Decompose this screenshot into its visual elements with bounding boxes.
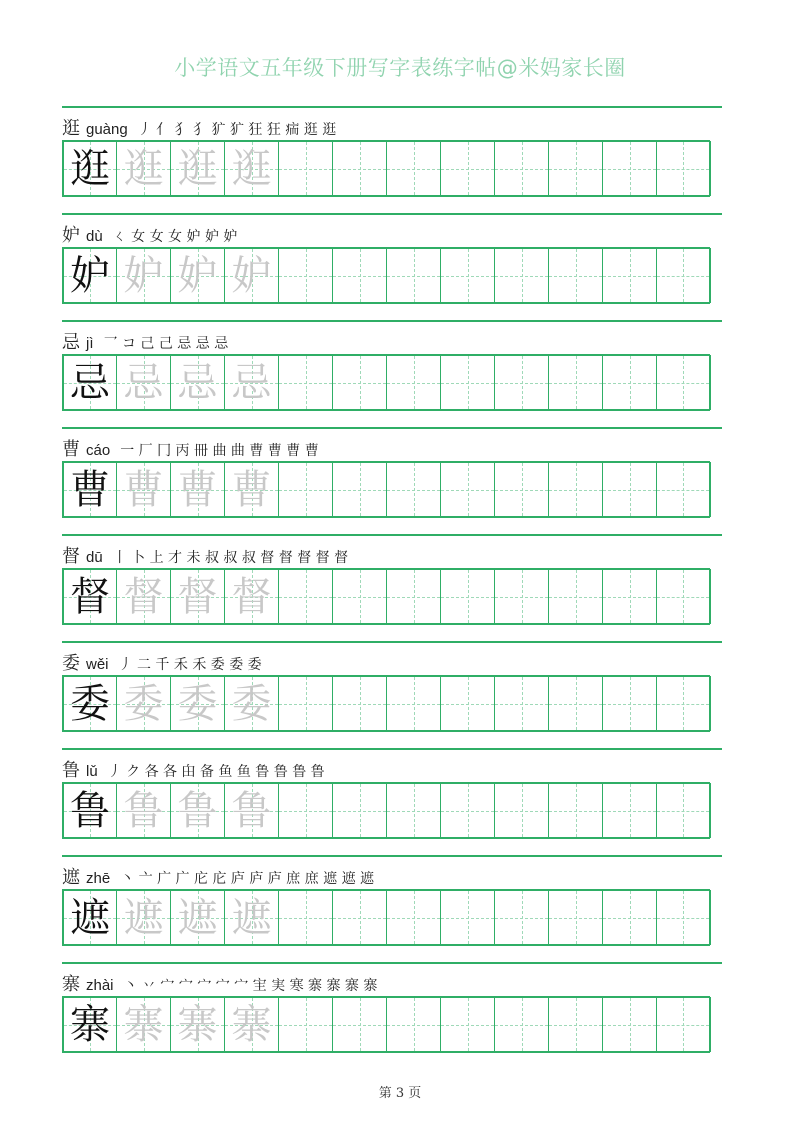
blank-cell xyxy=(440,676,495,731)
header-character: 逛 xyxy=(62,118,80,139)
grid-row xyxy=(62,675,710,732)
model-character: 寨 xyxy=(70,1001,110,1048)
character-header xyxy=(62,114,336,140)
trace-cell xyxy=(116,248,171,303)
trace-character: 曹 xyxy=(231,466,272,513)
blank-cell xyxy=(494,141,549,196)
trace-character: 逛 xyxy=(123,145,164,192)
blank-cell xyxy=(494,248,549,303)
model-character: 曹 xyxy=(70,466,110,513)
trace-character: 妒 xyxy=(231,252,272,299)
trace-character: 遮 xyxy=(123,894,164,941)
blank-cell xyxy=(656,141,711,196)
trace-cell xyxy=(116,997,171,1052)
trace-cell xyxy=(170,569,225,624)
model-character: 忌 xyxy=(70,359,110,406)
header-character: 寨 xyxy=(62,974,80,995)
divider xyxy=(62,962,722,964)
page-number: 第 3 页 xyxy=(378,1086,422,1101)
blank-cell xyxy=(332,569,387,624)
blank-cell xyxy=(656,997,711,1052)
trace-cell xyxy=(170,141,225,196)
divider xyxy=(62,641,722,643)
blank-cell xyxy=(386,890,441,945)
blank-cell xyxy=(278,783,333,838)
model-cell xyxy=(62,997,117,1052)
trace-character: 鲁 xyxy=(231,787,272,834)
blank-cell xyxy=(602,355,657,410)
stroke-order: 丿 亻 犭 犭 犷 犷 狂 狂 㾍 逛 逛 xyxy=(137,122,337,138)
blank-cell xyxy=(278,997,333,1052)
trace-cell xyxy=(116,569,171,624)
model-cell xyxy=(62,676,117,731)
blank-cell xyxy=(332,783,387,838)
blank-cell xyxy=(440,355,495,410)
trace-cell xyxy=(224,569,279,624)
trace-character: 督 xyxy=(123,573,164,620)
stroke-order: 丨 卜 上 才 未 叔 叔 叔 督 督 督 督 督 xyxy=(112,550,349,566)
blank-cell xyxy=(440,141,495,196)
trace-character: 委 xyxy=(177,680,218,727)
blank-cell xyxy=(494,890,549,945)
trace-cell xyxy=(224,783,279,838)
blank-cell xyxy=(440,997,495,1052)
blank-cell xyxy=(548,141,603,196)
blank-cell xyxy=(440,890,495,945)
trace-cell xyxy=(170,676,225,731)
stroke-order: 丶 丷 宀 宀 宀 宀 宀 宔 実 寒 寨 寨 寨 寨 xyxy=(123,978,378,994)
header-character: 委 xyxy=(62,653,80,674)
blank-cell xyxy=(656,676,711,731)
character-header xyxy=(62,649,262,675)
trace-character: 鲁 xyxy=(177,787,218,834)
model-cell xyxy=(62,569,117,624)
trace-cell xyxy=(224,248,279,303)
pinyin: lǔ xyxy=(86,763,98,780)
model-cell xyxy=(62,783,117,838)
trace-character: 忌 xyxy=(177,359,218,406)
blank-cell xyxy=(494,676,549,731)
blank-cell xyxy=(332,141,387,196)
character-header xyxy=(62,970,377,996)
practice-block xyxy=(62,962,724,1102)
blank-cell xyxy=(548,890,603,945)
trace-character: 忌 xyxy=(123,359,164,406)
trace-character: 妒 xyxy=(177,252,218,299)
trace-character: 寨 xyxy=(231,1001,272,1048)
blank-cell xyxy=(656,462,711,517)
blank-cell xyxy=(548,355,603,410)
blank-cell xyxy=(278,676,333,731)
blank-cell xyxy=(278,248,333,303)
trace-cell xyxy=(224,462,279,517)
trace-cell xyxy=(116,462,171,517)
blank-cell xyxy=(548,248,603,303)
grid-row xyxy=(62,996,710,1053)
model-character: 遮 xyxy=(70,894,110,941)
pinyin: wěi xyxy=(86,656,109,673)
blank-cell xyxy=(602,462,657,517)
blank-cell xyxy=(440,462,495,517)
trace-cell xyxy=(224,141,279,196)
blank-cell xyxy=(332,890,387,945)
model-character: 鲁 xyxy=(70,787,110,834)
blank-cell xyxy=(440,569,495,624)
stroke-order: 丶 亠 广 广 庀 庀 庐 庐 庐 庶 庶 遮 遮 遮 xyxy=(120,871,375,887)
trace-cell xyxy=(170,355,225,410)
blank-cell xyxy=(494,355,549,410)
blank-cell xyxy=(602,676,657,731)
blank-cell xyxy=(494,783,549,838)
model-cell xyxy=(62,462,117,517)
blank-cell xyxy=(386,355,441,410)
header-character: 曹 xyxy=(62,439,80,460)
grid-row xyxy=(62,889,710,946)
blank-cell xyxy=(548,676,603,731)
trace-character: 委 xyxy=(123,680,164,727)
divider xyxy=(62,427,722,429)
trace-character: 曹 xyxy=(123,466,164,513)
blank-cell xyxy=(386,676,441,731)
stroke-order: ㄑ 女 女 女 妒 妒 妒 xyxy=(112,229,238,245)
grid-row xyxy=(62,782,710,839)
blank-cell xyxy=(386,569,441,624)
trace-character: 寨 xyxy=(177,1001,218,1048)
trace-character: 遮 xyxy=(177,894,218,941)
trace-cell xyxy=(116,890,171,945)
blank-cell xyxy=(548,569,603,624)
trace-cell xyxy=(224,890,279,945)
blank-cell xyxy=(602,141,657,196)
stroke-order: 丿 ク 各 各 甶 备 鱼 鱼 鲁 鲁 鲁 鲁 xyxy=(107,764,325,780)
blank-cell xyxy=(278,890,333,945)
divider xyxy=(62,320,722,322)
divider xyxy=(62,106,722,108)
pinyin: jì xyxy=(86,335,94,352)
trace-cell xyxy=(116,676,171,731)
trace-character: 委 xyxy=(231,680,272,727)
blank-cell xyxy=(278,141,333,196)
blank-cell xyxy=(656,783,711,838)
pinyin: zhài xyxy=(86,977,114,994)
trace-character: 曹 xyxy=(177,466,218,513)
trace-cell xyxy=(170,783,225,838)
trace-cell xyxy=(170,890,225,945)
blank-cell xyxy=(386,783,441,838)
model-cell xyxy=(62,890,117,945)
blank-cell xyxy=(332,248,387,303)
divider xyxy=(62,534,722,536)
blank-cell xyxy=(494,569,549,624)
divider xyxy=(62,213,722,215)
blank-cell xyxy=(602,890,657,945)
grid-row xyxy=(62,140,710,197)
blank-cell xyxy=(332,462,387,517)
model-character: 委 xyxy=(70,680,110,727)
trace-cell xyxy=(224,355,279,410)
header-character: 遮 xyxy=(62,867,80,888)
model-character: 妒 xyxy=(70,252,110,299)
pinyin: guàng xyxy=(86,121,128,138)
stroke-order: 乛 コ 己 己 忌 忌 忌 xyxy=(103,336,229,352)
blank-cell xyxy=(602,997,657,1052)
blank-cell xyxy=(656,890,711,945)
trace-cell xyxy=(170,248,225,303)
blank-cell xyxy=(278,355,333,410)
trace-cell xyxy=(116,355,171,410)
blank-cell xyxy=(332,997,387,1052)
blank-cell xyxy=(548,462,603,517)
trace-character: 妒 xyxy=(123,252,164,299)
grid-row xyxy=(62,247,710,304)
trace-character: 督 xyxy=(177,573,218,620)
trace-cell xyxy=(116,783,171,838)
blank-cell xyxy=(602,569,657,624)
blank-cell xyxy=(656,569,711,624)
grid-row xyxy=(62,354,710,411)
blank-cell xyxy=(656,248,711,303)
character-header xyxy=(62,328,228,354)
trace-cell xyxy=(116,141,171,196)
pinyin: zhē xyxy=(86,870,111,887)
blank-cell xyxy=(278,569,333,624)
pinyin: dū xyxy=(86,549,103,566)
model-cell xyxy=(62,248,117,303)
character-header xyxy=(62,542,348,568)
trace-character: 逛 xyxy=(231,145,272,192)
trace-character: 忌 xyxy=(231,359,272,406)
blank-cell xyxy=(602,248,657,303)
blank-cell xyxy=(494,997,549,1052)
blank-cell xyxy=(548,783,603,838)
page-title: 小学语文五年级下册写字表练字帖@米妈家长圈 xyxy=(174,56,626,80)
model-cell xyxy=(62,141,117,196)
trace-cell xyxy=(170,462,225,517)
model-cell xyxy=(62,355,117,410)
header-character: 妒 xyxy=(62,225,80,246)
blank-cell xyxy=(386,462,441,517)
model-character: 逛 xyxy=(70,145,110,192)
blank-cell xyxy=(278,462,333,517)
trace-cell xyxy=(224,997,279,1052)
blank-cell xyxy=(440,783,495,838)
blank-cell xyxy=(386,141,441,196)
trace-cell xyxy=(170,997,225,1052)
blank-cell xyxy=(332,676,387,731)
divider xyxy=(62,855,722,857)
stroke-order: 一 厂 冂 丙 冊 曲 曲 曹 曹 曹 曹 xyxy=(120,443,319,459)
blank-cell xyxy=(548,997,603,1052)
header-character: 鲁 xyxy=(62,760,80,781)
trace-character: 遮 xyxy=(231,894,272,941)
model-character: 督 xyxy=(70,573,110,620)
blank-cell xyxy=(386,997,441,1052)
trace-character: 寨 xyxy=(123,1001,164,1048)
blank-cell xyxy=(656,355,711,410)
pinyin: cáo xyxy=(86,442,111,459)
header-character: 忌 xyxy=(62,332,80,353)
trace-character: 督 xyxy=(231,573,272,620)
divider xyxy=(62,748,722,750)
trace-cell xyxy=(224,676,279,731)
header-character: 督 xyxy=(62,546,80,567)
grid-row xyxy=(62,461,710,518)
trace-character: 逛 xyxy=(177,145,218,192)
stroke-order: 丿 二 千 禾 禾 委 委 委 xyxy=(118,657,262,673)
blank-cell xyxy=(602,783,657,838)
blank-cell xyxy=(332,355,387,410)
grid-row xyxy=(62,568,710,625)
character-header xyxy=(62,221,237,247)
pinyin: dù xyxy=(86,228,103,245)
character-header xyxy=(62,756,325,782)
character-header xyxy=(62,863,374,889)
blank-cell xyxy=(386,248,441,303)
blank-cell xyxy=(440,248,495,303)
trace-character: 鲁 xyxy=(123,787,164,834)
character-header xyxy=(62,435,319,461)
blank-cell xyxy=(494,462,549,517)
